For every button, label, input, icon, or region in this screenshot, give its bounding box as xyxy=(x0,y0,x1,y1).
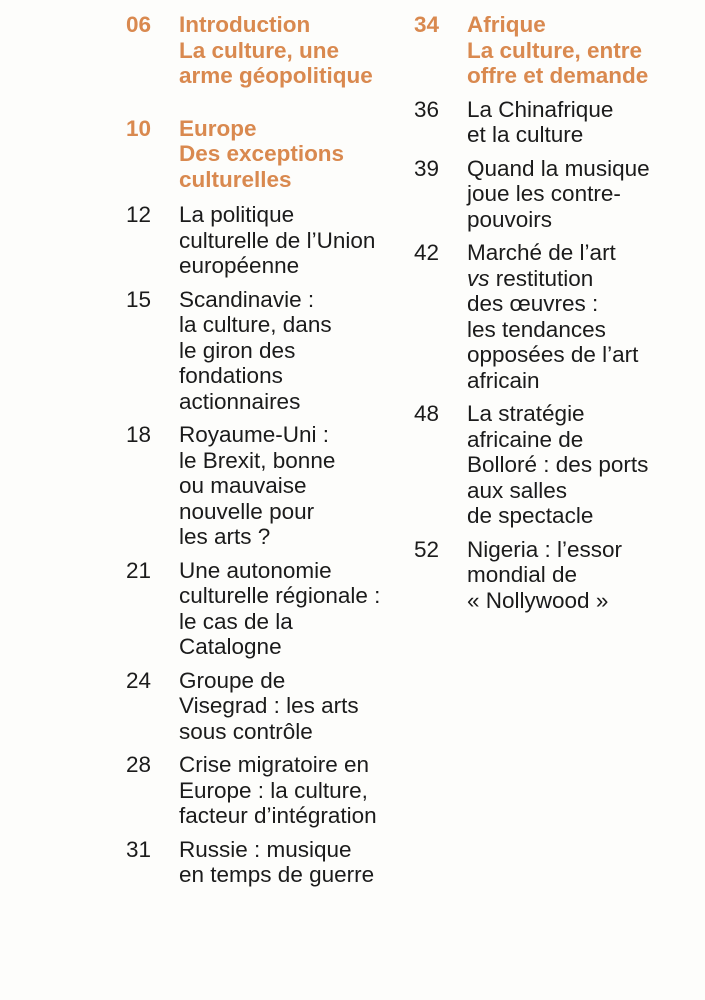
title-line: Bolloré : des ports xyxy=(467,452,649,477)
entry-page-number: 24 xyxy=(126,667,152,693)
toc-entry[interactable] xyxy=(414,401,699,529)
title-line: Nigeria : l’essor xyxy=(467,536,623,562)
title-line: Quand la musique xyxy=(467,155,650,181)
toc-section-heading[interactable] xyxy=(126,116,401,193)
entry-page-number: 18 xyxy=(126,422,152,447)
title-line: sous contrôle xyxy=(179,718,313,744)
title-line: culturelle de l’Union xyxy=(179,227,376,253)
toc-entry[interactable] xyxy=(414,537,699,614)
title-line: aux salles xyxy=(467,477,568,503)
title-line: des œuvres : xyxy=(467,291,599,316)
title-line: La culture, une xyxy=(179,37,340,63)
title-line: culturelles xyxy=(179,166,292,192)
title-line: culturelle régionale : xyxy=(179,583,381,608)
title-line: européenne xyxy=(179,253,300,278)
section-title xyxy=(467,12,699,89)
title-line: et la culture xyxy=(467,122,584,147)
entry-title xyxy=(179,752,401,829)
toc-entry[interactable] xyxy=(126,558,401,660)
toc-column-right xyxy=(414,12,699,613)
section-page-number: 34 xyxy=(414,12,440,37)
title-line: nouvelle pour xyxy=(179,498,315,524)
title-line: mondial de xyxy=(467,562,578,587)
toc-column-left xyxy=(126,12,401,888)
toc-section-heading[interactable] xyxy=(414,12,699,89)
entry-title xyxy=(467,537,699,614)
entry-page-number: 28 xyxy=(126,752,152,777)
toc-entry[interactable] xyxy=(126,752,401,829)
toc-entry[interactable] xyxy=(126,668,401,745)
entry-title xyxy=(179,202,401,279)
title-line: Visegrad : les arts xyxy=(179,693,359,718)
title-line: africaine de xyxy=(467,426,584,452)
title-line: les tendances xyxy=(467,316,606,342)
title-line: La stratégie xyxy=(467,401,585,426)
section-page-number: 06 xyxy=(126,12,152,37)
title-line: Scandinavie : xyxy=(179,286,315,312)
title-line: La politique xyxy=(179,202,295,227)
title-line: offre et demande xyxy=(467,63,649,88)
toc-entry[interactable] xyxy=(414,97,699,148)
title-line: la culture, dans xyxy=(179,312,332,337)
title-line: ou mauvaise xyxy=(179,473,307,498)
entry-page-number: 39 xyxy=(414,155,440,181)
title-line: Crise migratoire en xyxy=(179,752,370,777)
title-line: Europe xyxy=(179,115,257,141)
section-page-number: 10 xyxy=(126,115,152,141)
entry-page-number: 48 xyxy=(414,401,440,426)
toc-entry[interactable] xyxy=(126,422,401,550)
entry-title xyxy=(179,837,401,888)
entry-title xyxy=(179,668,401,745)
section-title xyxy=(179,116,401,193)
entry-title xyxy=(179,558,401,660)
title-line: vs restitution xyxy=(467,265,594,291)
entry-page-number: 15 xyxy=(126,286,152,312)
title-line: Introduction xyxy=(179,12,311,37)
title-line: Des exceptions xyxy=(179,141,345,166)
title-line: Afrique xyxy=(467,12,546,37)
toc-entry[interactable] xyxy=(126,287,401,415)
title-line: « Nollywood » xyxy=(467,587,609,613)
title-line: arme géopolitique xyxy=(179,63,373,88)
entry-title xyxy=(179,422,401,550)
title-line: pouvoirs xyxy=(467,206,553,232)
entry-page-number: 21 xyxy=(126,557,152,583)
entry-title xyxy=(467,240,699,393)
title-line: africain xyxy=(467,367,540,393)
entry-page-number: 42 xyxy=(414,240,440,265)
title-line: fondations xyxy=(179,363,283,388)
title-line: actionnaires xyxy=(179,388,301,414)
title-line: Catalogne xyxy=(179,634,282,659)
title-line: Groupe de xyxy=(179,667,286,693)
entry-page-number: 31 xyxy=(126,836,152,862)
entry-title xyxy=(467,401,699,529)
section-title xyxy=(179,12,401,89)
title-line: le Brexit, bonne xyxy=(179,447,336,473)
title-line: les arts ? xyxy=(179,524,271,549)
toc-entry[interactable] xyxy=(126,837,401,888)
title-line: La Chinafrique xyxy=(467,96,614,122)
title-line: Une autonomie xyxy=(179,557,332,583)
entry-title xyxy=(467,97,699,148)
title-line: de spectacle xyxy=(467,503,594,528)
title-line: joue les contre- xyxy=(467,181,621,206)
title-line: en temps de guerre xyxy=(179,862,375,887)
title-line: le cas de la xyxy=(179,608,293,634)
title-line: Russie : musique xyxy=(179,836,352,862)
toc-entry[interactable] xyxy=(414,156,699,233)
entry-page-number: 36 xyxy=(414,96,440,122)
entry-title xyxy=(179,287,401,415)
title-line: La culture, entre xyxy=(467,37,643,63)
title-line: Marché de l’art xyxy=(467,240,616,265)
entry-title xyxy=(467,156,699,233)
entry-page-number: 52 xyxy=(414,536,440,562)
title-line: Europe : la culture, xyxy=(179,777,368,803)
toc-entry[interactable] xyxy=(414,240,699,393)
toc-section-heading[interactable] xyxy=(126,12,401,89)
title-line: Royaume-Uni : xyxy=(179,422,330,447)
title-line: facteur d’intégration xyxy=(179,803,377,828)
title-line: le giron des xyxy=(179,337,296,363)
toc-entry[interactable] xyxy=(126,202,401,279)
title-line: opposées de l’art xyxy=(467,342,639,367)
entry-page-number: 12 xyxy=(126,202,152,227)
